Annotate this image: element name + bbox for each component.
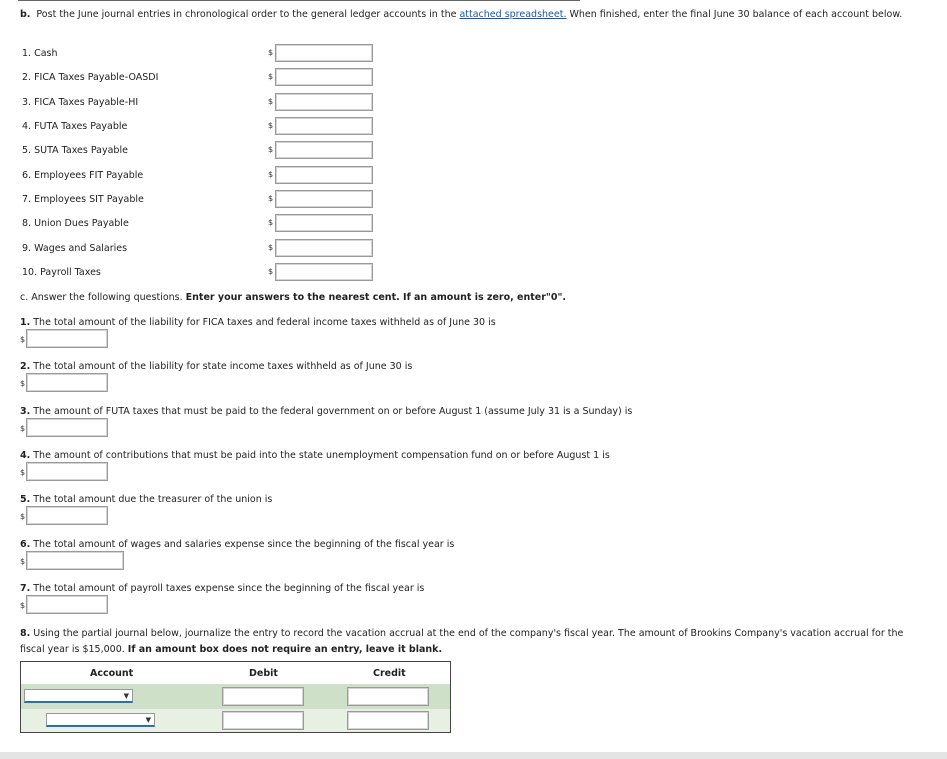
dollar-sign: $	[268, 218, 274, 227]
dollar-sign: $	[268, 267, 274, 276]
answer-5-input[interactable]	[26, 506, 108, 525]
cash-balance-input[interactable]	[275, 44, 373, 62]
account-label: 8. Union Dues Payable	[22, 218, 129, 229]
futa-balance-input[interactable]	[275, 117, 373, 135]
question-8	[20, 626, 930, 658]
account-column-header: Account	[90, 668, 134, 679]
credit-column-header: Credit	[373, 668, 406, 679]
debit-amount-input-row-2[interactable]	[222, 711, 304, 730]
dollar-sign: $	[20, 468, 26, 477]
journal-row-credit	[21, 709, 450, 732]
answer-3-input[interactable]	[26, 418, 108, 437]
question-4	[20, 450, 610, 461]
question-text: The total amount of the liability for state income taxes withheld as of June 30 is	[30, 361, 413, 372]
dollar-sign: $	[268, 97, 274, 106]
question-text: The amount of FUTA taxes that must be paid to the federal government on or before August 1 (assume July 31 is a Sunday) is	[30, 406, 633, 417]
oasdi-balance-input[interactable]	[275, 68, 373, 86]
question-text: The total amount of wages and salaries expense since the beginning of the fiscal year is	[30, 539, 455, 550]
dollar-sign: $	[268, 145, 274, 154]
part-b-letter: b.	[20, 9, 31, 20]
union-dues-balance-input[interactable]	[275, 214, 373, 232]
part-b-text-after: When finished, enter the final June 30 balance of each account below.	[566, 9, 903, 20]
account-label: 1. Cash	[22, 48, 58, 59]
dollar-sign: $	[20, 424, 26, 433]
account-label: 10. Payroll Taxes	[22, 267, 101, 278]
suta-balance-input[interactable]	[275, 141, 373, 159]
question-number: 6.	[20, 539, 31, 550]
spreadsheet-link[interactable]: attached spreadsheet.	[459, 9, 567, 20]
dollar-sign: $	[268, 243, 274, 252]
journal-table	[20, 661, 451, 733]
dollar-sign: $	[268, 48, 274, 57]
question-2	[20, 361, 412, 372]
question-1	[20, 317, 496, 328]
dollar-sign: $	[268, 194, 274, 203]
dollar-sign: $	[20, 601, 26, 610]
credit-amount-input-row-1[interactable]	[347, 687, 429, 706]
question-number: 3.	[20, 406, 31, 417]
question-number: 8.	[20, 628, 31, 639]
journal-row-debit	[21, 684, 450, 709]
dollar-sign: $	[20, 335, 26, 344]
dollar-sign: $	[20, 557, 26, 566]
question-text: The amount of contributions that must be paid into the state unemployment compensation fund on or before August 1 is	[30, 450, 610, 461]
horizontal-scrollbar[interactable]	[0, 752, 947, 759]
question-number: 2.	[20, 361, 31, 372]
question-text: The total amount of payroll taxes expense since the beginning of the fiscal year is	[30, 583, 425, 594]
part-b-instructions	[20, 9, 902, 20]
top-divider	[18, 0, 580, 1]
answer-2-input[interactable]	[26, 373, 108, 392]
sit-balance-input[interactable]	[275, 190, 373, 208]
wages-balance-input[interactable]	[275, 239, 373, 257]
account-select-credit[interactable]	[46, 713, 155, 727]
dollar-sign: $	[268, 170, 274, 179]
question-7	[20, 583, 424, 594]
question-text: Using the partial journal below, journalize the entry to record the vacation accrual at the end of the company's fiscal year. The amount of Brookins Company's vacation accrual for the fiscal year is $15,000.	[20, 628, 904, 655]
credit-amount-input-row-2[interactable]	[347, 711, 429, 730]
question-number: 5.	[20, 494, 31, 505]
question-text: The total amount due the treasurer of the union is	[30, 494, 273, 505]
answer-6-input[interactable]	[26, 551, 124, 570]
answer-4-input[interactable]	[26, 462, 108, 481]
account-label: 6. Employees FIT Payable	[22, 170, 144, 181]
answer-1-input[interactable]	[26, 329, 108, 348]
account-label: 4. FUTA Taxes Payable	[22, 121, 128, 132]
hi-balance-input[interactable]	[275, 93, 373, 111]
account-label: 3. FICA Taxes Payable-HI	[22, 97, 139, 108]
question-3	[20, 406, 632, 417]
account-label: 9. Wages and Salaries	[22, 243, 128, 254]
dollar-sign: $	[268, 72, 274, 81]
question-number: 4.	[20, 450, 31, 461]
account-label: 5. SUTA Taxes Payable	[22, 145, 128, 156]
account-label: 2. FICA Taxes Payable-OASDI	[22, 72, 159, 83]
chevron-down-icon: ▼	[145, 716, 151, 724]
dollar-sign: $	[20, 379, 26, 388]
payroll-taxes-balance-input[interactable]	[275, 263, 373, 281]
answer-7-input[interactable]	[26, 595, 108, 614]
question-number: 7.	[20, 583, 31, 594]
debit-amount-input-row-1[interactable]	[222, 687, 304, 706]
fit-balance-input[interactable]	[275, 166, 373, 184]
dollar-sign: $	[268, 121, 274, 130]
question-5	[20, 494, 272, 505]
account-select-debit[interactable]	[24, 689, 133, 703]
chevron-down-icon: ▼	[123, 692, 129, 700]
question-instruction: If an amount box does not require an entry, leave it blank.	[127, 644, 443, 655]
part-c-prefix: c. Answer the following questions.	[20, 292, 186, 303]
journal-header-row	[21, 662, 450, 684]
debit-column-header: Debit	[249, 668, 278, 679]
part-b-text-before: Post the June journal entries in chronological order to the general ledger accounts in the	[36, 9, 460, 20]
question-6	[20, 539, 454, 550]
part-c-instructions	[20, 292, 566, 303]
account-label: 7. Employees SIT Payable	[22, 194, 144, 205]
question-text: The total amount of the liability for FICA taxes and federal income taxes withheld as of June 30 is	[30, 317, 496, 328]
question-number: 1.	[20, 317, 31, 328]
part-c-instruction: Enter your answers to the nearest cent. If an amount is zero, enter"0".	[185, 292, 567, 303]
dollar-sign: $	[20, 512, 26, 521]
